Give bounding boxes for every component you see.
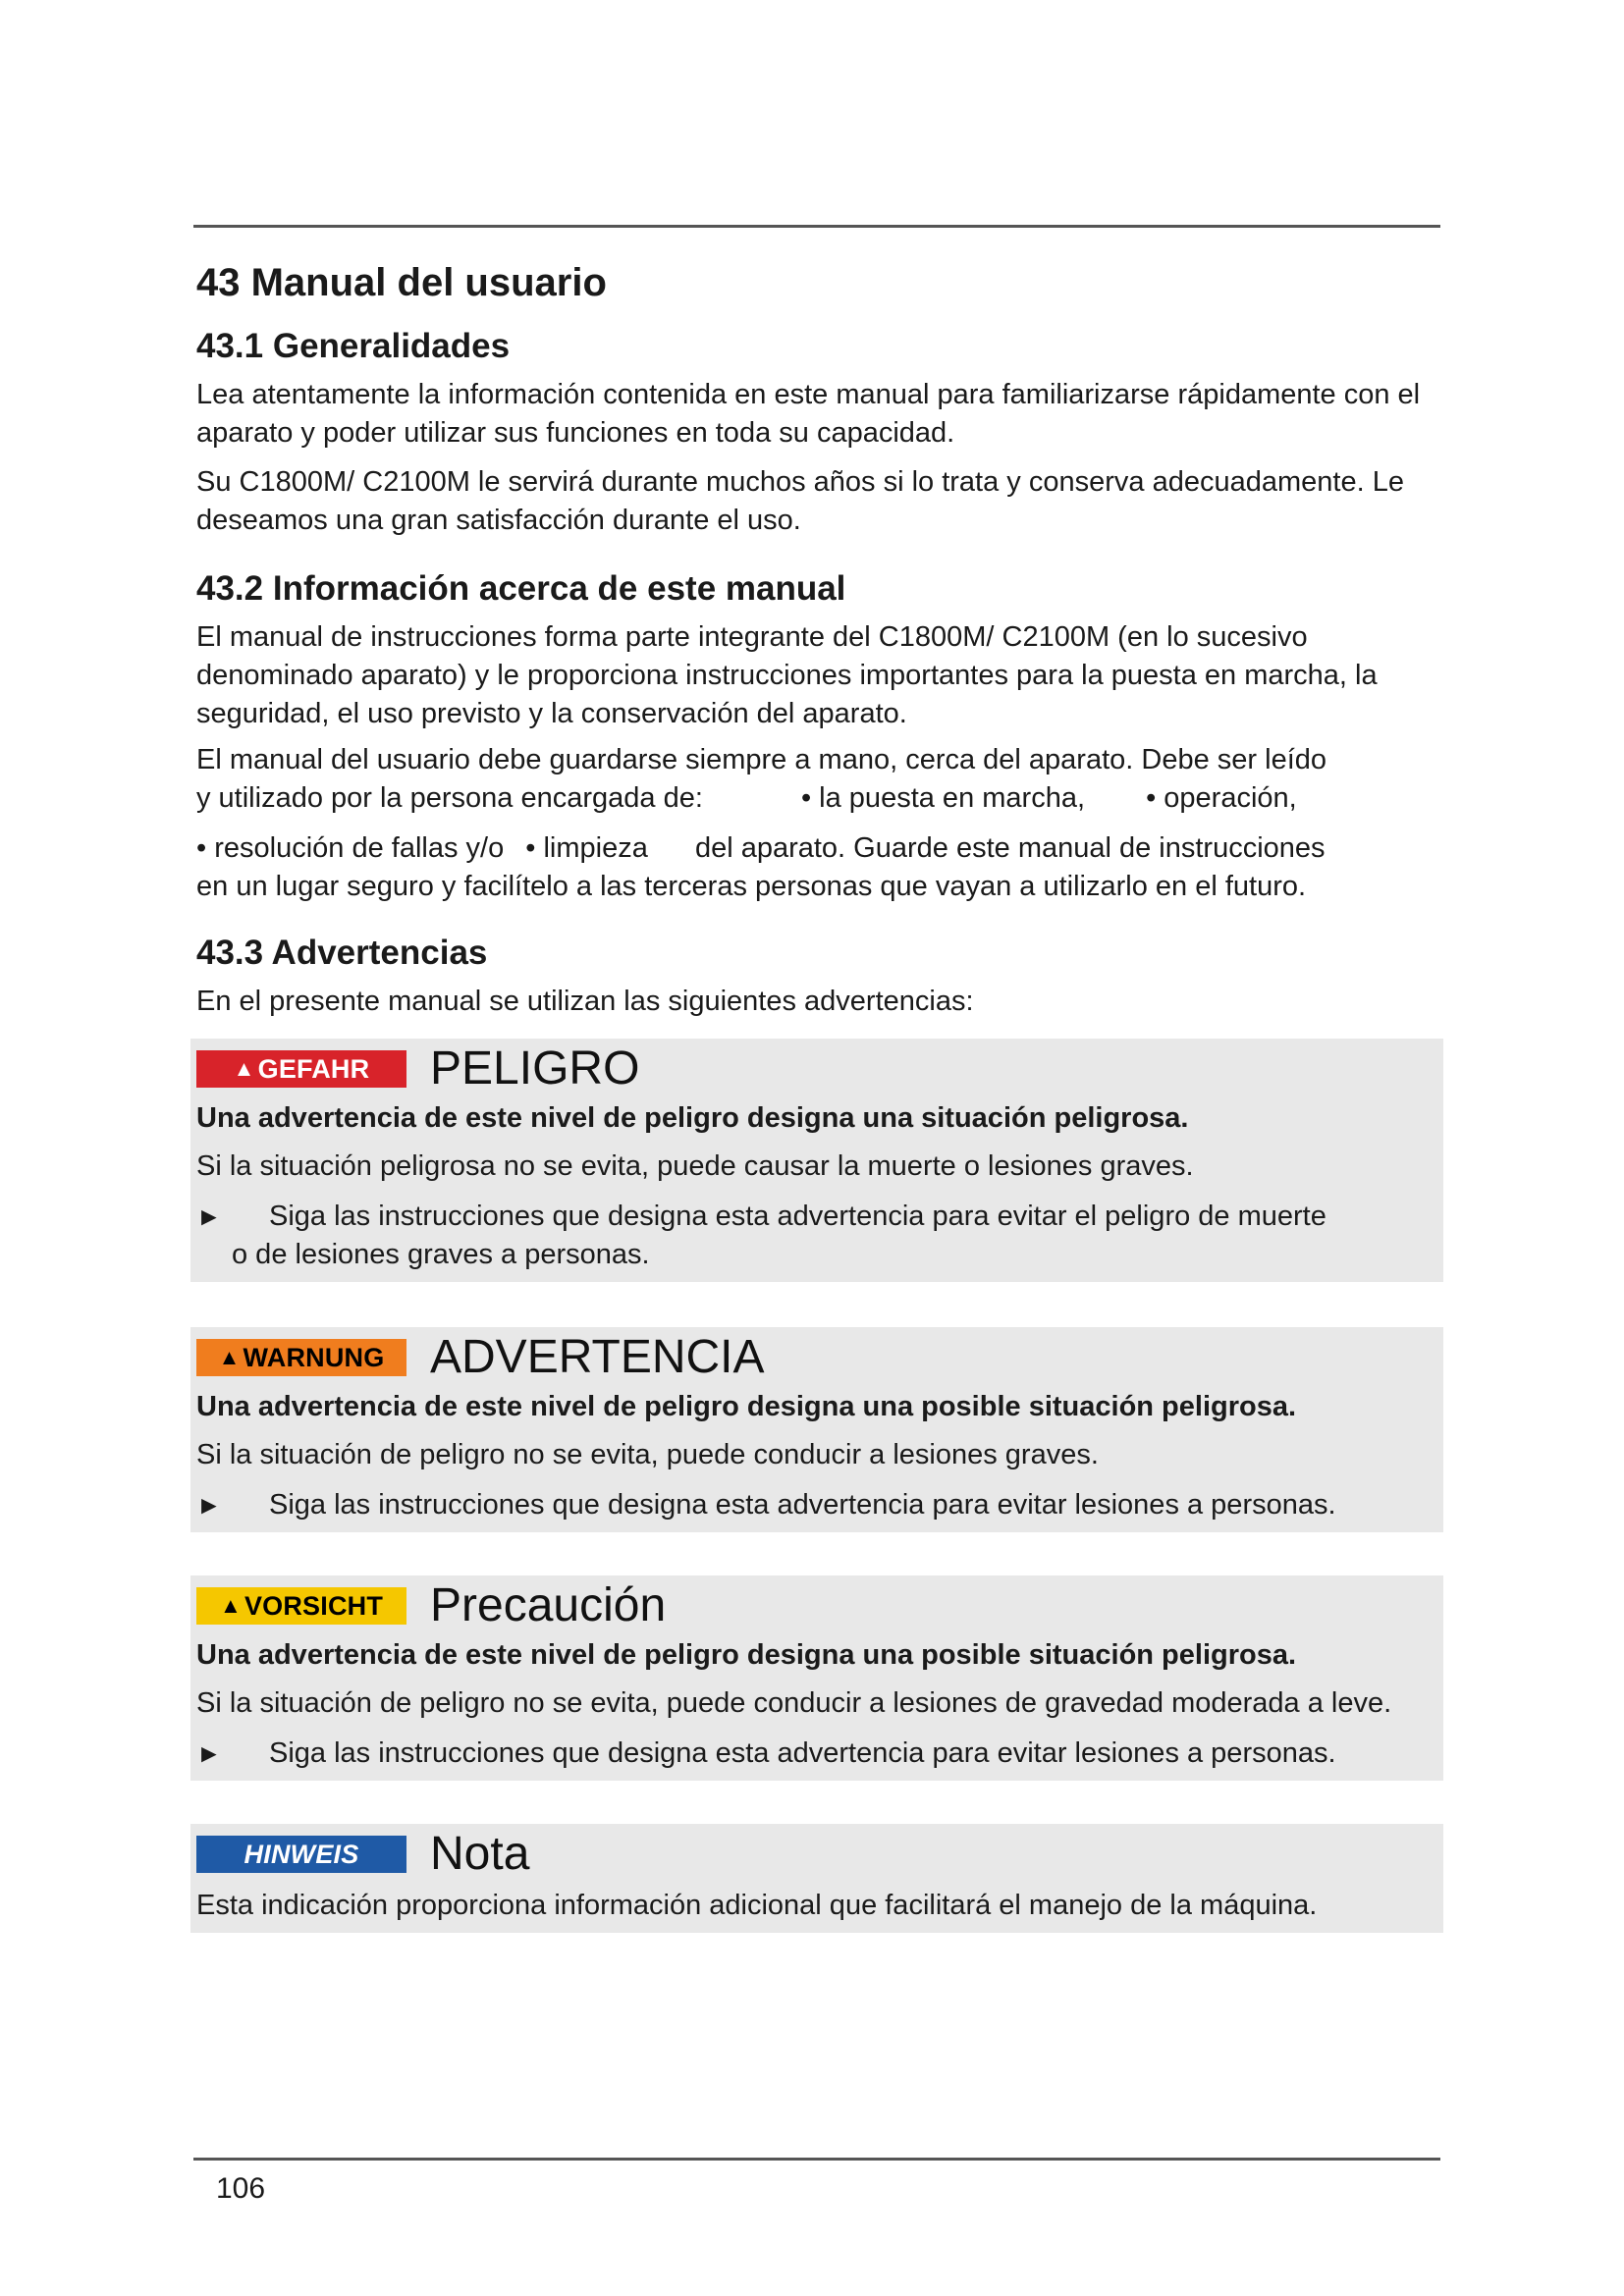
warning-tag	[196, 1339, 406, 1376]
instruction-text: Siga las instrucciones que designa esta advertencia para evitar lesiones a personas.	[269, 1737, 1336, 1769]
caution-tag	[196, 1587, 406, 1625]
notice-header	[196, 1826, 1443, 1883]
danger-tag-label: GEFAHR	[257, 1053, 370, 1084]
warning-triangle-icon: ▲	[218, 1345, 241, 1369]
section-heading-generalidades: 43.1 Generalidades	[196, 327, 511, 365]
warning-bold-text: Una advertencia de este nivel de peligro designa una posible situación peligrosa.	[196, 1391, 1297, 1422]
caution-bold-text: Una advertencia de este nivel de peligro designa una posible situación peligrosa.	[196, 1639, 1297, 1671]
bullet-item: • resolución de fallas y/o	[196, 832, 505, 864]
warning-title: ADVERTENCIA	[430, 1331, 765, 1383]
section-heading-informacion: 43.2 Información acerca de este manual	[196, 569, 846, 608]
bullet-item: • limpieza	[525, 832, 648, 864]
header-rule	[193, 225, 1440, 228]
danger-header	[196, 1041, 1443, 1097]
warning-instruction	[196, 1486, 1443, 1524]
warning-triangle-icon: ▲	[233, 1056, 255, 1081]
notice-text: Esta indicación proporciona información adicional que facilitará el manejo de la máquina.	[196, 1890, 1318, 1921]
warning-tag-label: WARNUNG	[243, 1342, 385, 1372]
instruction-text: Siga las instrucciones que designa esta advertencia para evitar el peligro de muerte	[269, 1201, 1326, 1232]
danger-bold-text: Una advertencia de este nivel de peligro designa una situación peligrosa.	[196, 1102, 1189, 1134]
arrow-right-icon: ►	[196, 1201, 222, 1231]
page-content	[196, 250, 1443, 1933]
bullet-item: • operación,	[1146, 782, 1297, 814]
danger-instruction	[196, 1198, 1443, 1236]
paragraph: En el presente manual se utilizan las siguientes advertencias:	[196, 986, 974, 1017]
danger-notice-box	[190, 1039, 1443, 1282]
caution-text: Si la situación de peligro no se evita, puede conducir a lesiones de gravedad moderada a leve.	[196, 1687, 1392, 1719]
caution-header	[196, 1577, 1443, 1634]
footer-rule	[193, 2158, 1440, 2161]
paragraph-usage-cont	[196, 829, 1443, 906]
caution-notice-box	[190, 1575, 1443, 1781]
bullet-item: • la puesta en marcha,	[800, 782, 1086, 814]
notice-tag	[196, 1836, 406, 1873]
instruction-text-cont: o de lesiones graves a personas.	[232, 1239, 650, 1270]
arrow-right-icon: ►	[196, 1490, 222, 1520]
instruction-text: Siga las instrucciones que designa esta advertencia para evitar lesiones a personas.	[269, 1489, 1336, 1521]
caution-tag-label: VORSICHT	[244, 1590, 384, 1621]
chapter-title: 43 Manual del usuario	[196, 261, 607, 304]
page-number: 106	[216, 2172, 266, 2205]
danger-title: PELIGRO	[430, 1042, 640, 1095]
paragraph: Lea atentamente la información contenida en este manual para familiarizarse rápidamente con el aparato y poder utilizar sus funciones en toda su capacidad.	[196, 379, 1421, 449]
paragraph-usage	[196, 741, 1443, 818]
text-line: y utilizado por la persona encargada de:	[196, 782, 703, 814]
danger-text: Si la situación peligrosa no se evita, puede causar la muerte o lesiones graves.	[196, 1150, 1194, 1182]
danger-tag	[196, 1050, 406, 1088]
caution-title: Precaución	[430, 1579, 667, 1631]
notice-tag-label: HINWEIS	[244, 1839, 359, 1869]
caution-instruction	[196, 1735, 1443, 1773]
warning-triangle-icon: ▲	[219, 1593, 242, 1618]
notice-box	[190, 1824, 1443, 1933]
text-line: en un lugar seguro y facilítelo a las terceras personas que vayan a utilizarlo en el futuro.	[196, 871, 1307, 902]
warning-notice-box	[190, 1327, 1443, 1532]
paragraph: Su C1800M/ C2100M le servirá durante muchos años si lo trata y conserva adecuadamente. Le deseamos una gran satisfacción durante el uso.	[196, 466, 1404, 536]
text-line: del aparato. Guarde este manual de instrucciones	[694, 832, 1326, 864]
warning-text: Si la situación de peligro no se evita, puede conducir a lesiones graves.	[196, 1439, 1099, 1470]
text-line: El manual del usuario debe guardarse siempre a mano, cerca del aparato. Debe ser leído	[196, 744, 1327, 775]
paragraph: El manual de instrucciones forma parte integrante del C1800M/ C2100M (en lo sucesivo denominado aparato) y le proporciona instrucciones importantes para la puesta en marcha, la seguridad, el uso previsto y la conservación del aparato.	[196, 621, 1378, 729]
notice-title: Nota	[430, 1828, 530, 1880]
arrow-right-icon: ►	[196, 1738, 222, 1768]
warning-header	[196, 1329, 1443, 1386]
section-heading-advertencias: 43.3 Advertencias	[196, 934, 488, 972]
